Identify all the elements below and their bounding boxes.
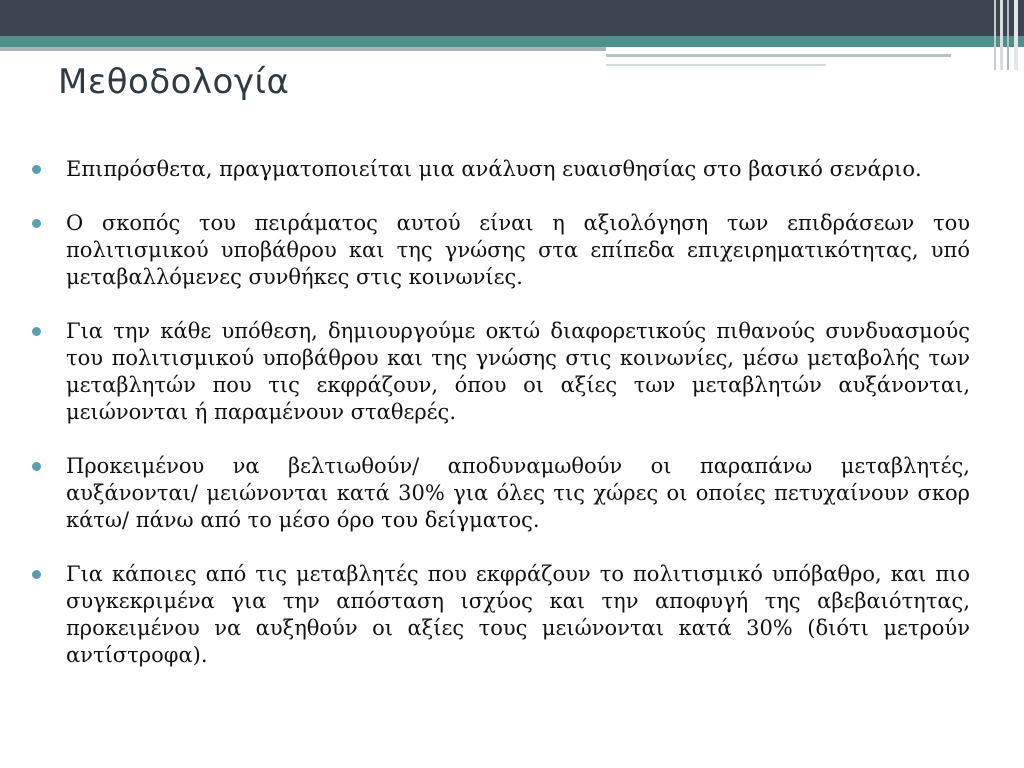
header-dark-bar xyxy=(0,0,1024,36)
bullet-text: Για την κάθε υπόθεση, δημιουργούμε οκτώ διαφορετικούς πιθανούς συνδυασμούς του πολιτισμικού υποβάθρου και της γνώσης στις κοινωνίες, μέσω μεταβολής των μεταβλητών που τις εκφράζουν, όπου οι αξίες των μεταβλητών αυξάνονται, μειώνονται ή παραμένουν σταθερές. xyxy=(66,319,970,424)
bullet-text: Για κάποιες από τις μεταβλητές που εκφράζουν το πολιτισμικό υπόβαθρο, και πιο συγκεκριμένα για την απόσταση ισχύος και την αποφυγή της αβεβαιότητας, προκειμένου να αυξηθούν οι αξίες τους μειώνονται κατά 30% (διότι μετρούν αντίστροφα). xyxy=(66,562,970,667)
header-thin-rule xyxy=(606,54,951,57)
bullet-item xyxy=(32,210,970,291)
bullet-item xyxy=(32,561,970,669)
bullet-item xyxy=(32,318,970,426)
header-vertical-line xyxy=(994,0,996,70)
header-vertical-line xyxy=(1014,0,1018,70)
header-teal-bar xyxy=(0,36,1024,47)
bullet-dot-icon xyxy=(32,219,41,228)
header-gray-rule xyxy=(0,47,606,51)
slide-title: Μεθοδολογία xyxy=(58,62,290,102)
bullet-dot-icon xyxy=(32,327,41,336)
bullet-item xyxy=(32,453,970,534)
header-vertical-line xyxy=(1000,0,1003,70)
bullet-dot-icon xyxy=(32,462,41,471)
bullet-dot-icon xyxy=(32,570,41,579)
header-faint-rule xyxy=(606,64,826,66)
bullet-item xyxy=(32,156,970,183)
header-vertical-line xyxy=(1007,0,1009,70)
bullet-text: Επιπρόσθετα, πραγματοποιείται μια ανάλυση ευαισθησίας στο βασικό σενάριο. xyxy=(66,157,922,181)
bullet-text: Ο σκοπός του πειράματος αυτού είναι η αξιολόγηση των επιδράσεων του πολιτισμικού υποβάθρου και της γνώσης στα επίπεδα επιχειρηματικότητας, υπό μεταβαλλόμενες συνθήκες στις κοινωνίες. xyxy=(66,211,970,289)
bullet-list xyxy=(32,156,970,696)
bullet-text: Προκειμένου να βελτιωθούν/ αποδυναμωθούν οι παραπάνω μεταβλητές, αυξάνονται/ μειώνονται κατά 30% για όλες τις χώρες οι οποίες πετυχαίνουν σκορ κάτω/ πάνω από το μέσο όρο του δείγματος. xyxy=(66,454,970,532)
bullet-dot-icon xyxy=(32,165,41,174)
